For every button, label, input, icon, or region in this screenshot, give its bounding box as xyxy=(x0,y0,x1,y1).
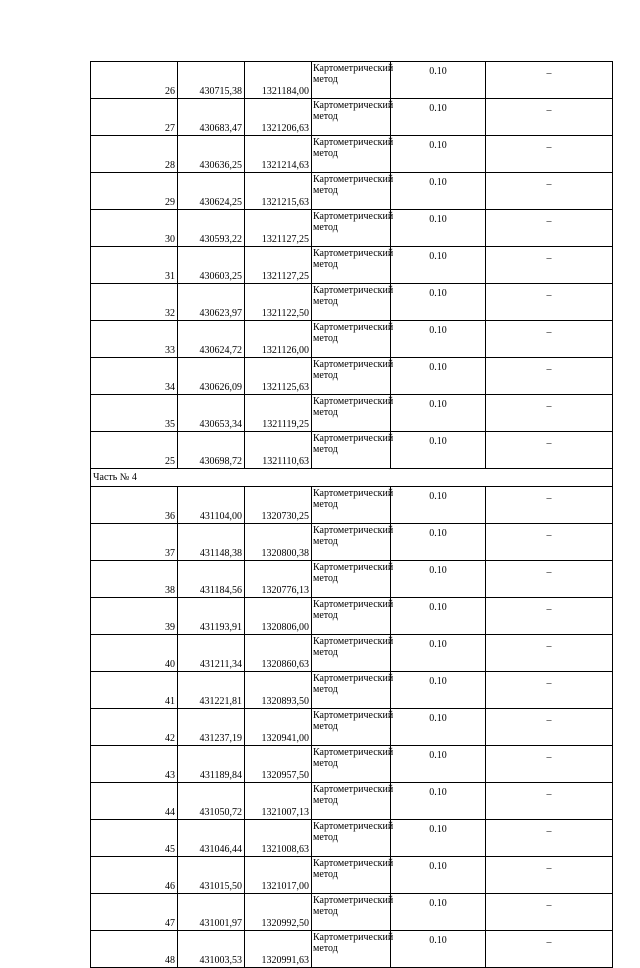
method-cell: Картометрический метод xyxy=(312,62,391,99)
note-cell: – xyxy=(486,931,613,968)
point-number-cell: 28 xyxy=(91,136,178,173)
coord-y-cell: 1321122,50 xyxy=(245,284,312,321)
note-cell: – xyxy=(486,432,613,469)
note-cell: – xyxy=(486,136,613,173)
note-cell: – xyxy=(486,561,613,598)
method-cell: Картометрический метод xyxy=(312,598,391,635)
method-cell: Картометрический метод xyxy=(312,672,391,709)
coord-y-cell: 1321127,25 xyxy=(245,247,312,284)
note-cell: – xyxy=(486,487,613,524)
accuracy-cell: 0.10 xyxy=(391,432,486,469)
accuracy-cell: 0.10 xyxy=(391,358,486,395)
table-row xyxy=(91,894,613,931)
table-row xyxy=(91,62,613,99)
coord-y-cell: 1321008,63 xyxy=(245,820,312,857)
note-cell: – xyxy=(486,635,613,672)
method-cell: Картометрический метод xyxy=(312,820,391,857)
coord-x-cell: 431184,56 xyxy=(178,561,245,598)
point-number-cell: 39 xyxy=(91,598,178,635)
accuracy-cell: 0.10 xyxy=(391,857,486,894)
table-row xyxy=(91,524,613,561)
accuracy-cell: 0.10 xyxy=(391,487,486,524)
table-row xyxy=(91,672,613,709)
coord-x-cell: 430624,72 xyxy=(178,321,245,358)
method-cell: Картометрический метод xyxy=(312,321,391,358)
note-cell: – xyxy=(486,173,613,210)
part-heading-row xyxy=(91,469,613,487)
coord-x-cell: 431015,50 xyxy=(178,857,245,894)
method-cell: Картометрический метод xyxy=(312,783,391,820)
point-number-cell: 48 xyxy=(91,931,178,968)
note-cell: – xyxy=(486,709,613,746)
point-number-cell: 33 xyxy=(91,321,178,358)
coord-x-cell: 431189,84 xyxy=(178,746,245,783)
accuracy-cell: 0.10 xyxy=(391,635,486,672)
table-row xyxy=(91,783,613,820)
method-cell: Картометрический метод xyxy=(312,746,391,783)
point-number-cell: 45 xyxy=(91,820,178,857)
note-cell: – xyxy=(486,746,613,783)
accuracy-cell: 0.10 xyxy=(391,783,486,820)
note-cell: – xyxy=(486,358,613,395)
accuracy-cell: 0.10 xyxy=(391,247,486,284)
point-number-cell: 32 xyxy=(91,284,178,321)
coord-x-cell: 430626,09 xyxy=(178,358,245,395)
table-row xyxy=(91,284,613,321)
coord-x-cell: 431193,91 xyxy=(178,598,245,635)
note-cell: – xyxy=(486,598,613,635)
accuracy-cell: 0.10 xyxy=(391,894,486,931)
point-number-cell: 36 xyxy=(91,487,178,524)
method-cell: Картометрический метод xyxy=(312,136,391,173)
method-cell: Картометрический метод xyxy=(312,635,391,672)
table-row xyxy=(91,247,613,284)
point-number-cell: 29 xyxy=(91,173,178,210)
coord-x-cell: 431221,81 xyxy=(178,672,245,709)
point-number-cell: 30 xyxy=(91,210,178,247)
coord-y-cell: 1321119,25 xyxy=(245,395,312,432)
coord-y-cell: 1320806,00 xyxy=(245,598,312,635)
coord-x-cell: 430653,34 xyxy=(178,395,245,432)
accuracy-cell: 0.10 xyxy=(391,321,486,358)
coordinates-table xyxy=(90,61,613,968)
table-row xyxy=(91,635,613,672)
note-cell: – xyxy=(486,247,613,284)
coord-x-cell: 431211,34 xyxy=(178,635,245,672)
coord-y-cell: 1321007,13 xyxy=(245,783,312,820)
point-number-cell: 38 xyxy=(91,561,178,598)
accuracy-cell: 0.10 xyxy=(391,561,486,598)
accuracy-cell: 0.10 xyxy=(391,931,486,968)
coord-x-cell: 431001,97 xyxy=(178,894,245,931)
accuracy-cell: 0.10 xyxy=(391,709,486,746)
coord-y-cell: 1321184,00 xyxy=(245,62,312,99)
method-cell: Картометрический метод xyxy=(312,432,391,469)
point-number-cell: 34 xyxy=(91,358,178,395)
accuracy-cell: 0.10 xyxy=(391,598,486,635)
table-row xyxy=(91,173,613,210)
point-number-cell: 43 xyxy=(91,746,178,783)
accuracy-cell: 0.10 xyxy=(391,820,486,857)
coord-y-cell: 1321125,63 xyxy=(245,358,312,395)
note-cell: – xyxy=(486,857,613,894)
coord-x-cell: 430624,25 xyxy=(178,173,245,210)
method-cell: Картометрический метод xyxy=(312,561,391,598)
table-row xyxy=(91,857,613,894)
note-cell: – xyxy=(486,783,613,820)
table-row xyxy=(91,395,613,432)
point-number-cell: 37 xyxy=(91,524,178,561)
note-cell: – xyxy=(486,210,613,247)
coord-x-cell: 430698,72 xyxy=(178,432,245,469)
accuracy-cell: 0.10 xyxy=(391,210,486,247)
table-row xyxy=(91,358,613,395)
note-cell: – xyxy=(486,672,613,709)
coord-x-cell: 430623,97 xyxy=(178,284,245,321)
method-cell: Картометрический метод xyxy=(312,358,391,395)
point-number-cell: 25 xyxy=(91,432,178,469)
coord-x-cell: 431104,00 xyxy=(178,487,245,524)
method-cell: Картометрический метод xyxy=(312,857,391,894)
coord-x-cell: 431046,44 xyxy=(178,820,245,857)
point-number-cell: 31 xyxy=(91,247,178,284)
coord-y-cell: 1320941,00 xyxy=(245,709,312,746)
table-row xyxy=(91,820,613,857)
note-cell: – xyxy=(486,524,613,561)
point-number-cell: 27 xyxy=(91,99,178,136)
coord-y-cell: 1320776,13 xyxy=(245,561,312,598)
method-cell: Картометрический метод xyxy=(312,395,391,432)
coord-y-cell: 1320991,63 xyxy=(245,931,312,968)
table-row xyxy=(91,598,613,635)
table-row xyxy=(91,931,613,968)
note-cell: – xyxy=(486,321,613,358)
point-number-cell: 46 xyxy=(91,857,178,894)
point-number-cell: 35 xyxy=(91,395,178,432)
method-cell: Картометрический метод xyxy=(312,487,391,524)
point-number-cell: 44 xyxy=(91,783,178,820)
coord-y-cell: 1321110,63 xyxy=(245,432,312,469)
coord-y-cell: 1320957,50 xyxy=(245,746,312,783)
method-cell: Картометрический метод xyxy=(312,210,391,247)
table-row xyxy=(91,321,613,358)
method-cell: Картометрический метод xyxy=(312,173,391,210)
method-cell: Картометрический метод xyxy=(312,709,391,746)
note-cell: – xyxy=(486,395,613,432)
accuracy-cell: 0.10 xyxy=(391,136,486,173)
note-cell: – xyxy=(486,62,613,99)
coord-x-cell: 430593,22 xyxy=(178,210,245,247)
note-cell: – xyxy=(486,894,613,931)
table-row xyxy=(91,432,613,469)
coord-y-cell: 1320800,38 xyxy=(245,524,312,561)
accuracy-cell: 0.10 xyxy=(391,746,486,783)
coord-y-cell: 1320730,25 xyxy=(245,487,312,524)
coord-y-cell: 1321215,63 xyxy=(245,173,312,210)
table-row xyxy=(91,136,613,173)
coord-x-cell: 430636,25 xyxy=(178,136,245,173)
coord-y-cell: 1321214,63 xyxy=(245,136,312,173)
table-row xyxy=(91,210,613,247)
coord-x-cell: 430683,47 xyxy=(178,99,245,136)
method-cell: Картометрический метод xyxy=(312,931,391,968)
method-cell: Картометрический метод xyxy=(312,99,391,136)
coord-x-cell: 431050,72 xyxy=(178,783,245,820)
coord-x-cell: 431237,19 xyxy=(178,709,245,746)
accuracy-cell: 0.10 xyxy=(391,99,486,136)
note-cell: – xyxy=(486,99,613,136)
coord-y-cell: 1321017,00 xyxy=(245,857,312,894)
table-row xyxy=(91,746,613,783)
table-row xyxy=(91,99,613,136)
coord-x-cell: 431003,53 xyxy=(178,931,245,968)
coord-x-cell: 430715,38 xyxy=(178,62,245,99)
accuracy-cell: 0.10 xyxy=(391,284,486,321)
method-cell: Картометрический метод xyxy=(312,524,391,561)
coordinates-table-wrapper xyxy=(90,61,612,968)
accuracy-cell: 0.10 xyxy=(391,62,486,99)
method-cell: Картометрический метод xyxy=(312,247,391,284)
method-cell: Картометрический метод xyxy=(312,894,391,931)
table-row xyxy=(91,709,613,746)
coord-y-cell: 1320893,50 xyxy=(245,672,312,709)
point-number-cell: 42 xyxy=(91,709,178,746)
point-number-cell: 41 xyxy=(91,672,178,709)
accuracy-cell: 0.10 xyxy=(391,524,486,561)
coord-x-cell: 431148,38 xyxy=(178,524,245,561)
coord-y-cell: 1320992,50 xyxy=(245,894,312,931)
coord-y-cell: 1321206,63 xyxy=(245,99,312,136)
table-row xyxy=(91,487,613,524)
coord-x-cell: 430603,25 xyxy=(178,247,245,284)
accuracy-cell: 0.10 xyxy=(391,672,486,709)
accuracy-cell: 0.10 xyxy=(391,395,486,432)
method-cell: Картометрический метод xyxy=(312,284,391,321)
coord-y-cell: 1320860,63 xyxy=(245,635,312,672)
table-row xyxy=(91,561,613,598)
coord-y-cell: 1321126,00 xyxy=(245,321,312,358)
point-number-cell: 40 xyxy=(91,635,178,672)
coord-y-cell: 1321127,25 xyxy=(245,210,312,247)
point-number-cell: 26 xyxy=(91,62,178,99)
note-cell: – xyxy=(486,820,613,857)
part-heading: Часть № 4 xyxy=(91,469,613,487)
point-number-cell: 47 xyxy=(91,894,178,931)
coordinates-table-body xyxy=(91,62,613,968)
accuracy-cell: 0.10 xyxy=(391,173,486,210)
note-cell: – xyxy=(486,284,613,321)
